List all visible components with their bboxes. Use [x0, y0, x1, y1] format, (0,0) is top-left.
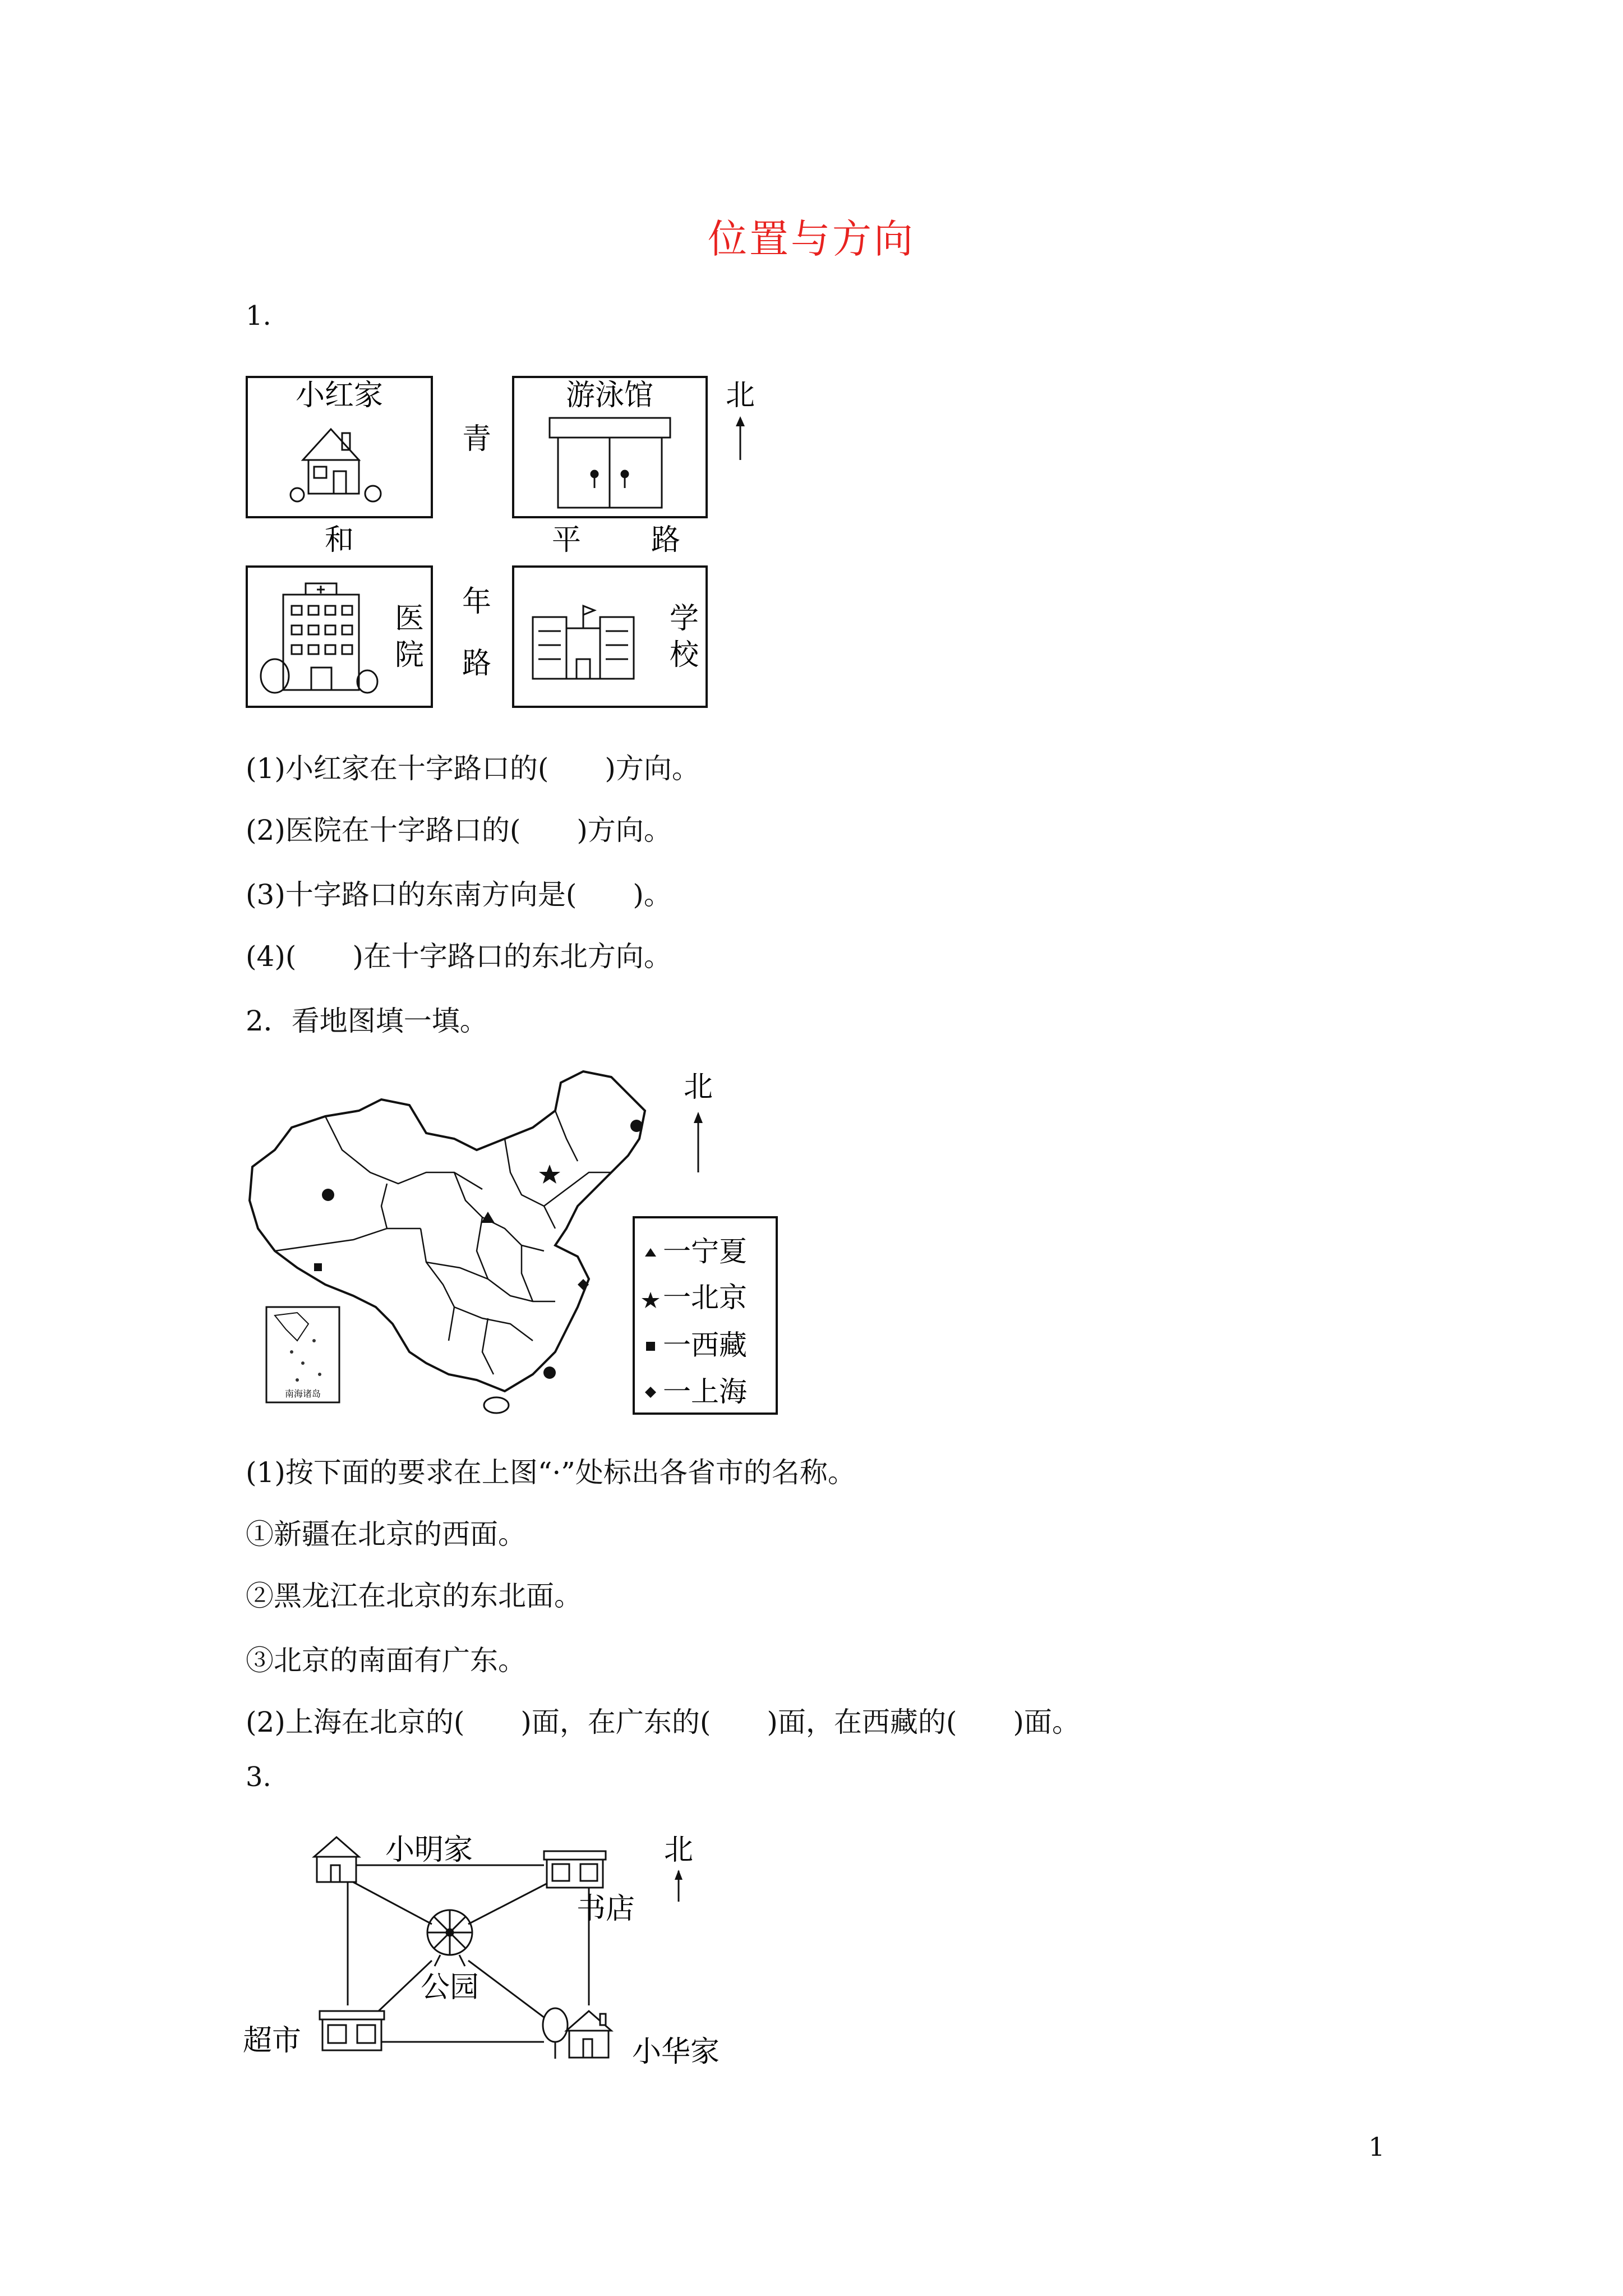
svg-text:一宁夏: 一宁夏	[663, 1235, 747, 1268]
road-char-lu-2: 路	[462, 647, 492, 680]
question-1-number: 1.	[246, 300, 271, 332]
road-char-he: 和	[324, 523, 354, 557]
q2-item-5: (2)上海在北京的( )面，在广东的( )面，在西藏的( )面。	[246, 1706, 1080, 1738]
square-marker-xizang	[314, 1263, 322, 1271]
hospital-building-icon	[261, 583, 377, 693]
q3-north-arrow-icon	[675, 1870, 683, 1902]
supermarket-icon	[320, 2011, 384, 2050]
svg-text:一西藏: 一西藏	[663, 1329, 747, 1361]
north-arrow-icon	[736, 416, 745, 460]
school-char-2: 校	[669, 638, 699, 672]
svg-text:一上海: 一上海	[663, 1375, 747, 1408]
dot-heilongjiang	[630, 1120, 643, 1132]
hospital-box	[247, 567, 432, 707]
province-boundaries	[275, 1111, 611, 1374]
q2-item-1: (1)按下面的要求在上图“·”处标出各省市的名称。	[246, 1456, 856, 1489]
bookstore-icon	[544, 1851, 606, 1888]
house-icon	[291, 429, 381, 501]
q1-item-2: (2)医院在十字路口的( )方向。	[246, 814, 672, 846]
hainan-island	[484, 1397, 509, 1413]
hospital-char-1: 医	[394, 602, 425, 636]
china-map-figure	[241, 1060, 791, 1425]
swimming-pool-building-icon	[550, 418, 670, 508]
map-north-label: 北	[683, 1070, 713, 1104]
bookstore-label: 书店	[576, 1892, 635, 1926]
svg-text:一北京: 一北京	[663, 1281, 747, 1314]
map-north-arrow-icon	[694, 1112, 703, 1172]
road-char-ping: 平	[551, 523, 582, 557]
star-marker-beijing	[539, 1165, 560, 1184]
ferris-wheel-icon	[427, 1910, 472, 1966]
question-2-heading: 2．看地图填一填。	[246, 1005, 488, 1037]
q2-item-3: ②黑龙江在北京的东北面。	[246, 1580, 582, 1612]
q1-item-4: (4)( )在十字路口的东北方向。	[246, 940, 672, 973]
q1-item-1: (1)小红家在十字路口的( )方向。	[246, 752, 700, 785]
xiaohong-home-label: 小红家	[295, 379, 384, 412]
xiaoming-home-label: 小明家	[385, 1833, 473, 1867]
q1-item-3: (3)十字路口的东南方向是( )。	[246, 878, 672, 911]
dot-guangdong	[543, 1366, 556, 1379]
inset-label: 南海诸岛	[284, 1388, 321, 1399]
china-map-outline	[250, 1071, 645, 1391]
road-char-qing: 青	[462, 422, 492, 456]
page-title: 位置与方向	[708, 216, 915, 262]
hospital-char-2: 院	[394, 638, 425, 672]
school-box	[513, 567, 707, 707]
xiaohua-house-icon	[543, 2008, 611, 2059]
south-china-sea-inset	[266, 1307, 339, 1402]
north-label: 北	[725, 379, 755, 412]
xiaoming-house-icon	[314, 1837, 359, 1882]
supermarket-label: 超市	[242, 2024, 302, 2058]
road-char-nian: 年	[462, 585, 492, 619]
road-char-lu-1: 路	[651, 523, 681, 557]
question-3-number: 3.	[246, 1761, 271, 1793]
school-char-1: 学	[669, 602, 699, 636]
q3-neighborhood-figure	[241, 1826, 746, 2073]
pool-label: 游泳馆	[565, 379, 654, 412]
q2-item-2: ①新疆在北京的西面。	[246, 1518, 526, 1550]
q2-item-4: ③北京的南面有广东。	[246, 1644, 526, 1677]
school-building-icon	[533, 606, 634, 679]
xiaohua-home-label: 小华家	[631, 2035, 720, 2069]
square-icon	[646, 1342, 655, 1351]
q1-crossroad-figure	[241, 370, 768, 718]
page-number: 1	[1368, 2132, 1385, 2162]
q3-north-label: 北	[663, 1833, 694, 1867]
park-label: 公园	[420, 1971, 479, 2004]
dot-xinjiang	[322, 1189, 334, 1201]
